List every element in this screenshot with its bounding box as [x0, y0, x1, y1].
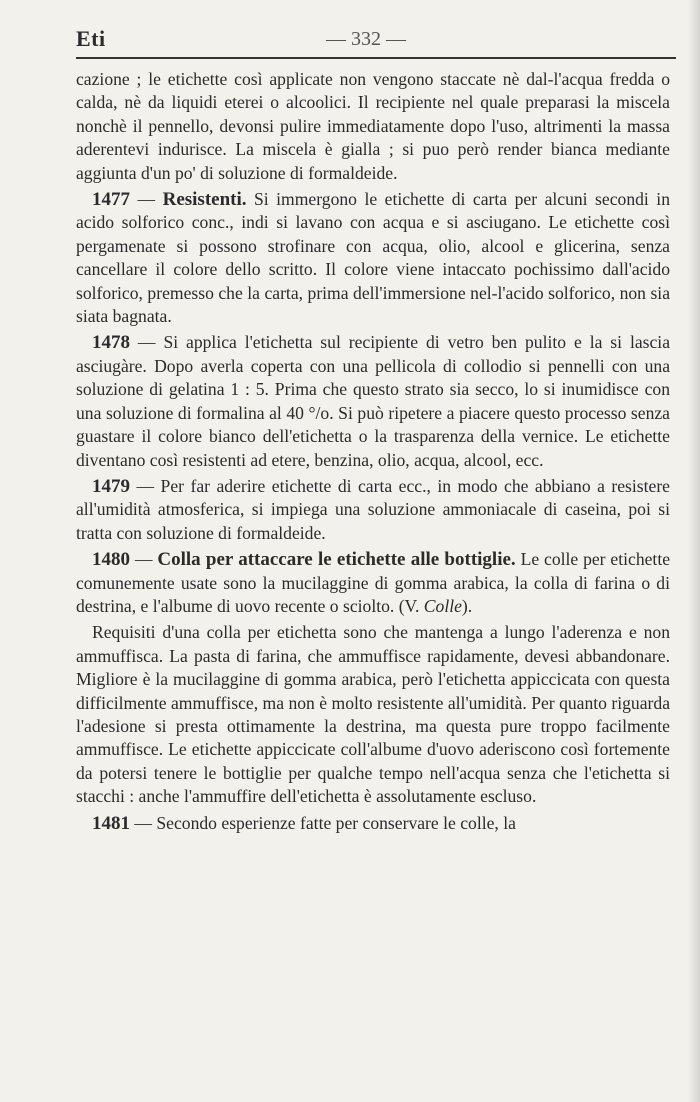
entry-title: Resistenti.	[162, 189, 247, 211]
entry-text: Per far aderire etichette di carta ecc., in modo che abbiano a resistere all'umidità atmosferica, si impiega una soluzione ammoniacale di caseina, poi si tratta con soluzione di formaldeide.	[76, 475, 670, 543]
header-rule	[76, 57, 676, 59]
entry-1480	[76, 548, 670, 618]
entry-number: 1478	[92, 332, 130, 354]
paragraph-continuation	[76, 68, 670, 185]
entry-number: 1481	[92, 812, 130, 834]
entry-title: Colla per attaccare le etichette alle bottiglie.	[157, 549, 516, 571]
entry-text: Secondo esperienze fatte per conservare le colle, la	[156, 812, 516, 833]
entry-dash: —	[130, 475, 161, 496]
entry-number: 1480	[92, 549, 130, 571]
entry-1479	[76, 475, 670, 545]
entry-text: Si immergono le etichette di carta per alcuni secondi in acido solforico conc., indi si lavano con acqua e si asciugano. Le etichette così pergamenate si possono strofinare con acqua, olio, alcool e glicerina, senza cancellare il colore dello scritto. Il colore viene intaccato pochissimo dall'acido solforico, premesso che la carta, prima dell'immersione nel-l'acido solforico, non sia siata bagnata.	[76, 189, 670, 327]
entry-tail: ).	[461, 595, 473, 616]
paragraph-text: Requisiti d'una colla per etichetta sono che mantenga a lungo l'aderenza e non ammuffisca. La pasta di farina, che ammuffisce rapidamente, devesi abbandonare. Migliore è la mucilaggine di gomma arabica, però l'etichetta appiccicata con questa difficilmente ammuffisce, ma non è molto resistente all'umidità. Per quanto riguarda l'adesione si presta ottimamente la destrina, ma questa pure troppo facilmente ammuffisce. Le etichette appiccicate coll'albume d'uovo aderiscono così fortemente da potersi tenere le bottiglie per qualche tempo nell'acqua senza che l'etichetta si stacchi : anche l'ammuffire dell'etichetta è assolutamente escluso.	[76, 622, 670, 807]
paragraph-requisiti	[76, 621, 670, 808]
entry-text: Si applica l'etichetta sul recipiente di vetro ben pulito e la si lascia asciugàre. Dopo averla coperta con una pellicola di collodio si pennelli con una soluzione di gelatina 1 : 5. Prima che questo strato sia secco, lo si inumidisce con una soluzione di formalina al 40 °/o. Si può ripetere a piacere questo processo senza guastare il colore bianco dell'etichetta o la trasparenza della vernice. Le etichette diventano così resistenti ad etere, benzina, olio, acqua, alcool, ecc.	[76, 332, 670, 470]
page-number: — 332 —	[326, 28, 406, 50]
page-edge-shadow	[688, 0, 700, 1102]
body-text	[76, 68, 670, 838]
entry-1478	[76, 331, 670, 471]
entry-dash: —	[130, 189, 163, 210]
running-head: Eti	[76, 26, 106, 51]
entry-1477	[76, 188, 670, 328]
entry-dash: —	[130, 332, 164, 353]
cross-reference: Colle	[423, 595, 462, 616]
entry-1481	[76, 812, 670, 835]
entry-number: 1477	[92, 189, 130, 211]
entry-text: Le colle per etichette comunemente usate sono la mucilaggine di gomma arabica, la colla di farina o di destrina, e l'albume di uovo recente o sciolto. (V.	[76, 549, 671, 616]
entry-dash: —	[130, 549, 158, 570]
paragraph-text: cazione ; le etichette così applicate non vengono staccate nè dal-l'acqua fredda o calda, nè da liquidi eterei o alcoolici. Il recipiente nel quale preparasi la miscela nonchè il pennello, devonsi pulire immediatamente dopo l'uso, altrimenti la massa aderentevi indurisce. La miscela è gialla ; si puo però render bianca mediante aggiunta d'un po' di soluzione di formaldeide.	[76, 69, 670, 183]
entry-number: 1479	[92, 475, 130, 497]
page-header	[76, 26, 670, 54]
entry-dash: —	[130, 812, 157, 833]
